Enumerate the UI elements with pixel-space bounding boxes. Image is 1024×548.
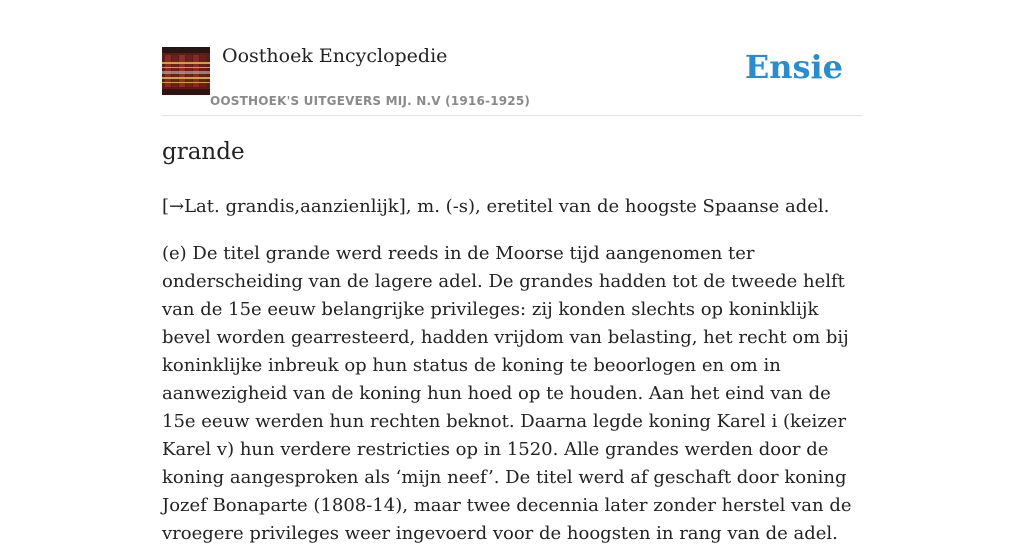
ensie-logo-link[interactable]: Ensie (744, 48, 843, 86)
source-avatar[interactable] (162, 47, 210, 95)
entry-definition: [→Lat. grandis,aanzienlijk], m. (-s), eretitel van de hoogste Spaanse adel. (162, 196, 830, 217)
header (162, 0, 862, 116)
entry-term: grande (162, 139, 245, 165)
source-subtitle: OOSTHOEK'S UITGEVERS MIJ. N.V (1916-1925) (210, 94, 531, 108)
entry-body: (e) De titel grande werd reeds in de Moorse tijd aangenomen ter onderscheiding van de lagere adel. De grandes hadden tot de tweede helft van de 15e eeuw belangrijke privileges: zij konden slechts op koninklijk bevel worden gearresteerd, hadden vrijdom van belasting, het recht om bij koninklijke inbreuk op hun status de koning te beoorlogen en om in aanwezigheid van de koning hun hoed op te houden. Aan het eind van de 15e eeuw werden hun rechten beknot. Daarna legde koning Karel i (keizer Karel v) hun verdere restricties op in 1520. Alle grandes werden door de koning aangesproken als ‘mijn neef’. De titel werd af geschaft door koning Jozef Bonaparte (1808-14), maar twee decennia later zonder herstel van de vroegere privileges weer ingevoerd voor de hoogsten in rang van de adel. (162, 243, 852, 544)
source-title[interactable]: Oosthoek Encyclopedie (222, 45, 448, 67)
encyclopedia-books-icon (162, 47, 210, 95)
content-container (162, 0, 862, 544)
